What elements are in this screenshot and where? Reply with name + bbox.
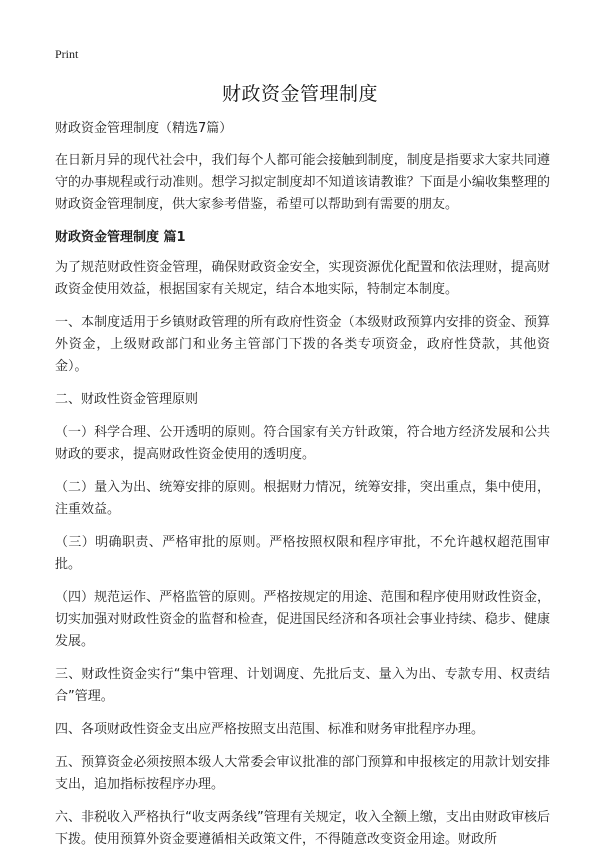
paragraph-principles-heading: 二、财政性资金管理原则: [55, 392, 199, 407]
print-label: Print: [55, 47, 79, 61]
paragraph-principle-2: （二）量入为出、统筹安排的原则。根据财力情况，统筹安排，突出重点，集中使用，注重效益。: [55, 480, 550, 517]
section-heading: 财政资金管理制度 篇1: [55, 230, 186, 245]
paragraph-item-3: 三、财政性资金实行“集中管理、计划调度、先批后支、量入为出、专款专用、权责结合”管理。: [55, 667, 550, 704]
paragraph-principle-1: （一）科学合理、公开透明的原则。符合国家有关方针政策，符合地方经济发展和公共财政的要求，提高财政性资金使用的透明度。: [55, 425, 550, 462]
paragraph-principle-3: （三）明确职责、严格审批的原则。严格按照权限和程序审批，不允许越权超范围审批。: [55, 535, 550, 572]
document-title: 财政资金管理制度: [221, 83, 378, 105]
intro-paragraph: 在日新月异的现代社会中，我们每个人都可能会接触到制度，制度是指要求大家共同遵守的办事规程或行动准则。想学习拟定制度却不知道该请教谁？下面是小编收集整理的财政资金管理制度，供大家参考借鉴，希望可以帮助到有需要的朋友。: [55, 153, 550, 212]
paragraph-purpose: 为了规范财政性资金管理，确保财政资金安全，实现资源优化配置和依法理财，提高财政资金使用效益，根据国家有关规定，结合本地实际，特制定本制度。: [55, 260, 550, 297]
document-subtitle: 财政资金管理制度（精选7篇）: [55, 121, 233, 136]
document-body: [55, 118, 550, 862]
paragraph-item-6: 六、非税收入严格执行“收支两条线”管理有关规定，收入全额上缴，支出由财政审核后下拨。使用预算外资金要遵循相关政策文件，不得随意改变资金用途。财政所: [55, 810, 550, 847]
paragraph-principle-4: （四）规范运作、严格监管的原则。严格按规定的用途、范围和程序使用财政性资金，切实加强对财政性资金的监督和检查，促进国民经济和各项社会事业持续、稳步、健康发展。: [55, 590, 550, 649]
paragraph-item-5: 五、预算资金必须按照本级人大常委会审议批准的部门预算和申报核定的用款计划安排支出，追加指标按程序办理。: [55, 755, 550, 792]
paragraph-item-4: 四、各项财政性资金支出应严格按照支出范围、标准和财务审批程序办理。: [55, 722, 485, 737]
paragraph-scope: 一、本制度适用于乡镇财政管理的所有政府性资金（本级财政预算内安排的资金、预算外资金，上级财政部门和业务主管部门下拨的各类专项资金，政府性贷款，其他资金）。: [55, 315, 550, 374]
